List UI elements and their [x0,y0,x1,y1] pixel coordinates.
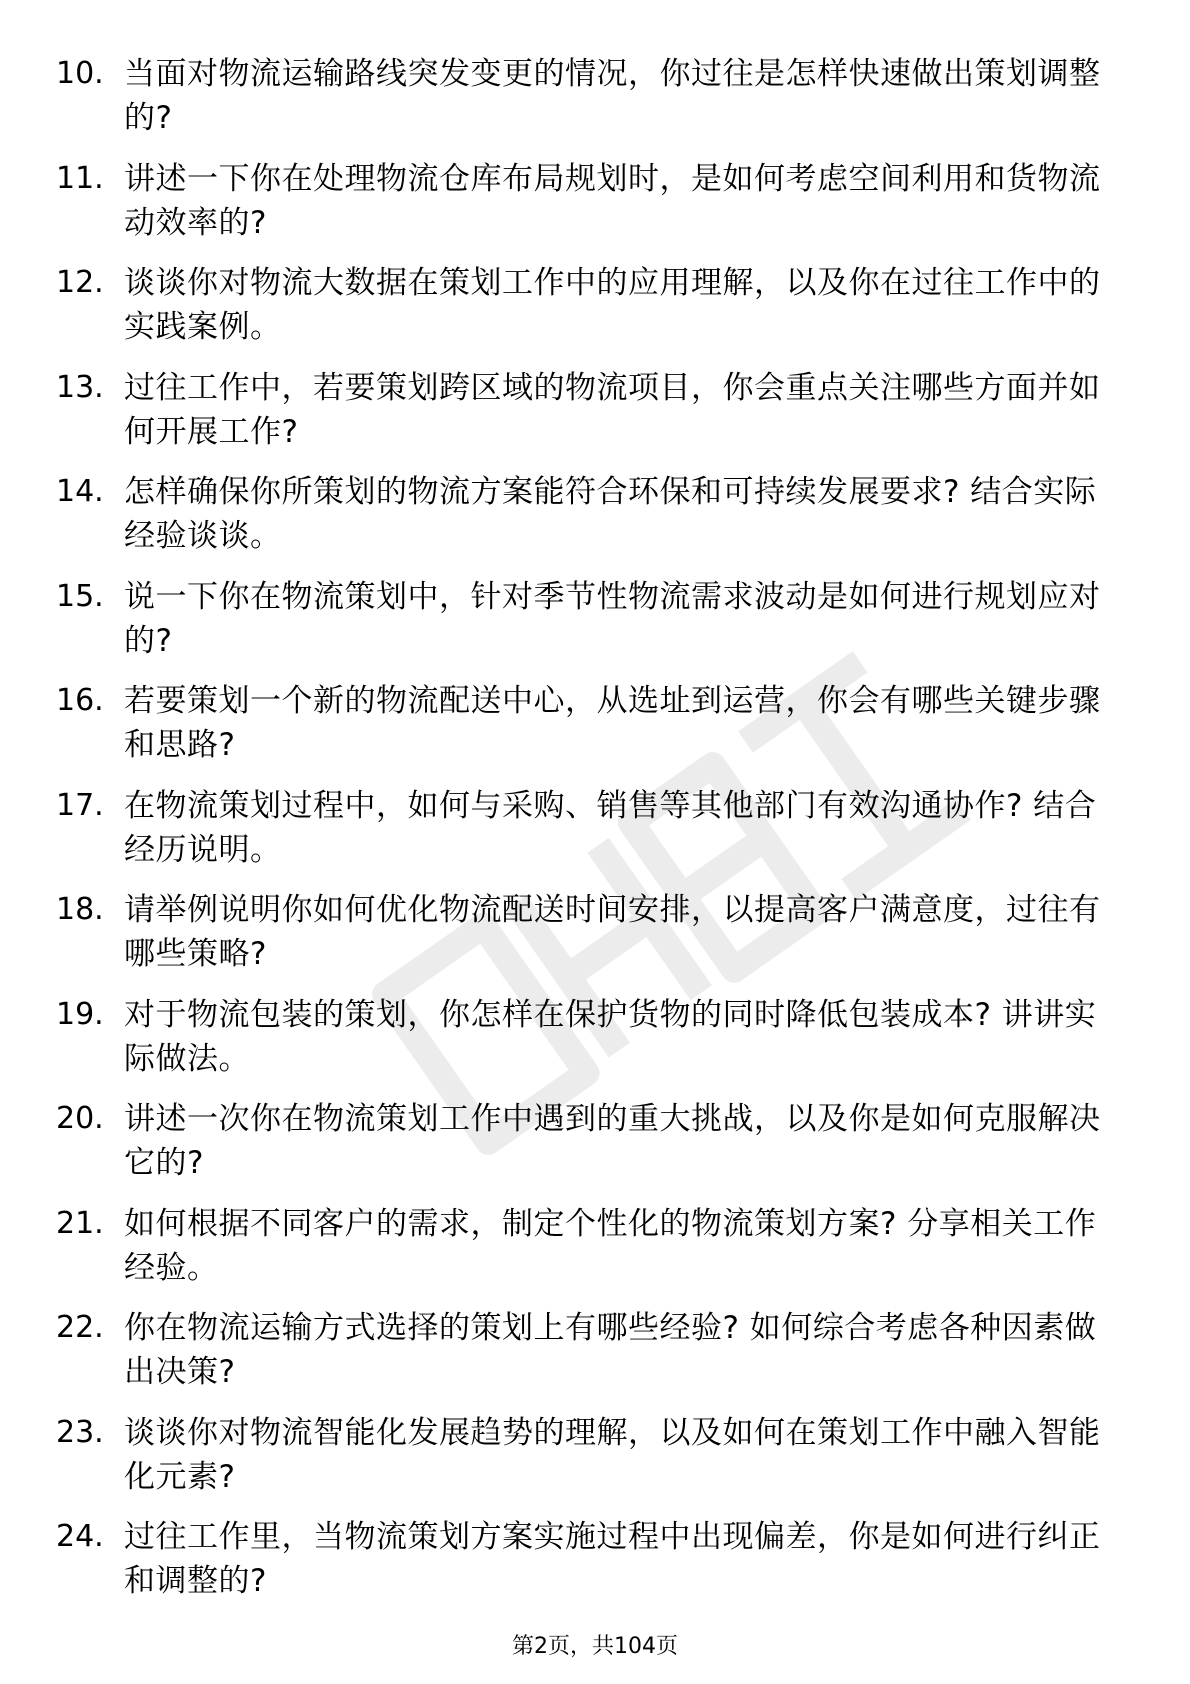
list-item [0,993,1190,1098]
question-text: 过往工作中，若要策划跨区域的物流项目，你会重点关注哪些方面并如何开展工作? [124,369,1101,450]
question-text: 谈谈你对物流大数据在策划工作中的应用理解，以及你在过往工作中的实践案例。 [124,265,1101,345]
question-text: 讲述一次你在物流策划工作中遇到的重大挑战，以及你是如何克服解决它的? [124,1101,1101,1181]
list-item [0,784,1190,889]
question-text: 说一下你在物流策划中，针对季节性物流需求波动是如何进行规划应对的? [124,578,1101,659]
question-number: 16. [56,683,104,718]
question-text: 怎样确保你所策划的物流方案能符合环保和可持续发展要求? 结合实际经验谈谈。 [124,474,1097,554]
question-text: 讲述一下你在处理物流仓库布局规划时，是如何考虑空间利用和货物流动效率的? [124,160,1101,241]
question-list [0,52,1190,1620]
list-item [0,679,1190,784]
question-text: 若要策划一个新的物流配送中心，从选址到运营，你会有哪些关键步骤和思路? [124,683,1101,763]
question-text: 谈谈你对物流智能化发展趋势的理解，以及如何在策划工作中融入智能化元素? [124,1414,1101,1495]
question-number: 13. [56,369,104,405]
page-number-footer: 第2页，共104页 [512,1634,678,1659]
question-text: 请举例说明你如何优化物流配送时间安排，以提高客户满意度，过往有哪些策略? [124,892,1101,972]
question-number: 22. [56,1310,104,1345]
list-item [0,888,1190,993]
list-item [0,1306,1190,1411]
list-item [0,157,1190,262]
list-item [0,575,1190,680]
question-text: 当面对物流运输路线突发变更的情况，你过往是怎样快速做出策划调整的? [124,56,1101,136]
question-number: 19. [56,996,104,1032]
list-item [0,52,1190,157]
list-item [0,261,1190,366]
question-text: 过往工作里，当物流策划方案实施过程中出现偏差，你是如何进行纠正和调整的? [124,1519,1101,1599]
question-number: 17. [56,787,104,823]
question-text: 你在物流运输方式选择的策划上有哪些经验? 如何综合考虑各种因素做出决策? [124,1310,1097,1390]
list-item [0,1411,1190,1516]
question-number: 20. [56,1101,104,1136]
question-text: 如何根据不同客户的需求，制定个性化的物流策划方案? 分享相关工作经验。 [124,1205,1097,1286]
question-text: 对于物流包装的策划，你怎样在保护货物的同时降低包装成本? 讲讲实际做法。 [124,996,1097,1077]
question-number: 18. [56,892,104,927]
list-item [0,470,1190,575]
list-item [0,1097,1190,1202]
question-text: 在物流策划过程中，如何与采购、销售等其他部门有效沟通协作? 结合经历说明。 [124,787,1097,868]
question-number: 14. [56,474,104,509]
question-number: 24. [56,1519,104,1554]
list-item [0,1515,1190,1620]
question-number: 10. [56,56,104,91]
question-number: 23. [56,1414,104,1450]
list-item [0,366,1190,471]
question-number: 12. [56,265,104,300]
question-number: 21. [56,1205,104,1241]
question-number: 11. [56,160,104,196]
list-item [0,1202,1190,1307]
question-number: 15. [56,578,104,614]
